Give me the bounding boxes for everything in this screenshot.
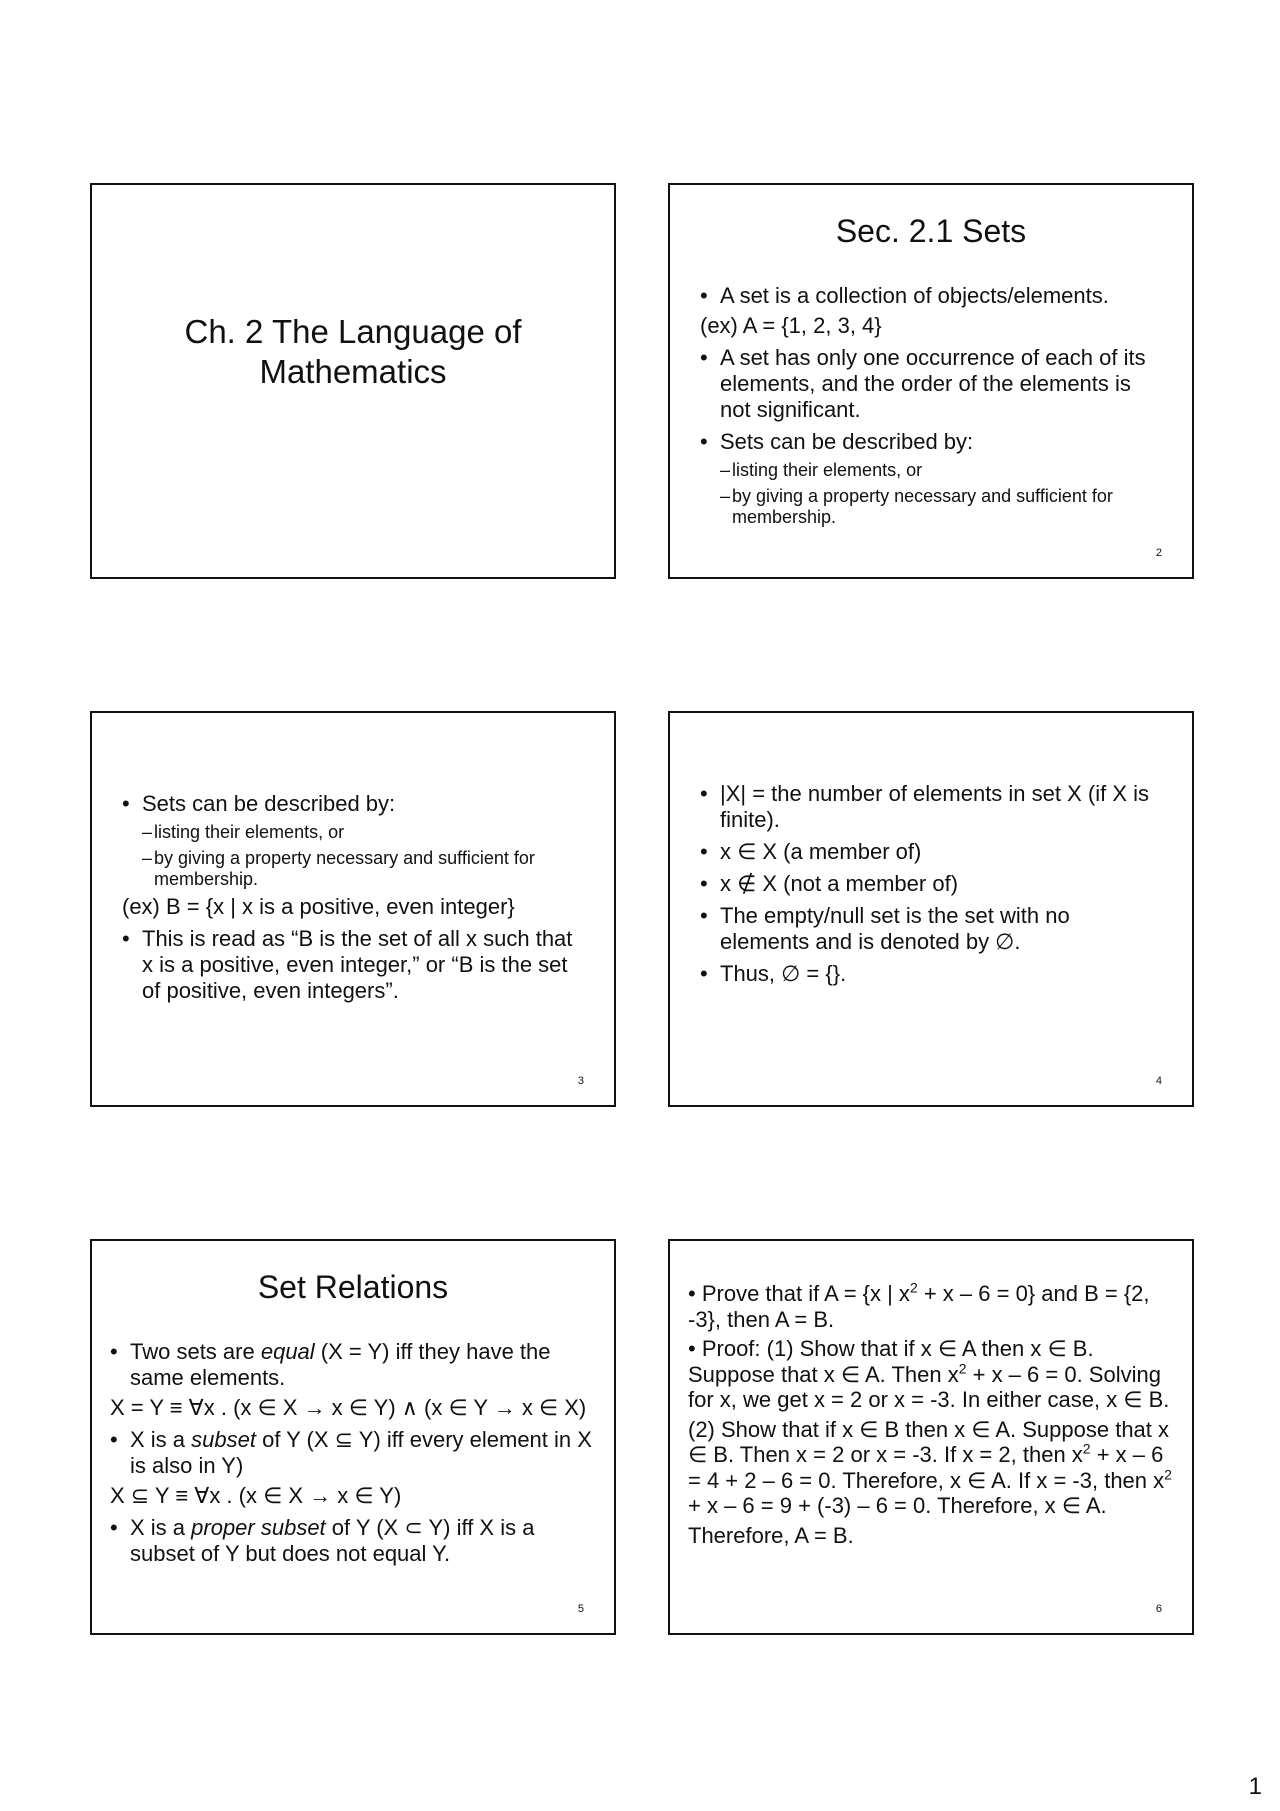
bullet-item: • X is a subset of Y (X ⊆ Y) iff every element in X is also in Y)	[110, 1427, 592, 1478]
sub-bullet-item: – listing their elements, or	[142, 822, 345, 842]
slide-number: 2	[1155, 547, 1162, 559]
slide-5-title: Set Relations	[257, 1269, 449, 1305]
proof-statement: • Prove that if A = {x | $x^2 + x - 6 = 0$} and B = {2, -3}, then A = B.	[688, 1279, 1150, 1332]
formula-equal: X = Y ≡ ∀x . (x ∈ X → x ∈ Y) ∧ (x ∈ Y → x ∈ X)	[110, 1395, 587, 1420]
slide-6	[668, 1239, 1194, 1635]
bullet-item: • X is a proper subset of Y (X ⊂ Y) iff X is a subset of Y but does not equal Y.	[110, 1515, 535, 1566]
bullet-item: • |X| = the number of elements in set X (if X is finite).	[700, 781, 1150, 832]
slide-number: 6	[1155, 1603, 1162, 1615]
bullet-item: • A set is a collection of objects/elements.	[700, 283, 1109, 308]
slide-number: 4	[1155, 1075, 1162, 1087]
bullet-item: • Sets can be described by:	[122, 791, 396, 816]
sub-bullet-item: – listing their elements, or	[720, 460, 923, 480]
bullet-item: • Two sets are equal (X = Y) iff they have the same elements.	[110, 1339, 551, 1390]
proof-part-2: (2) Show that if x ∈ B then x ∈ A. Suppose that x ∈ B. Then x = 2 or x = -3. If x = 2, then $x^2 + x - 6 = 4 + 2 - 6 = 0$. Therefore, x ∈ A. If x = -3, then $x^2 + x - 6 = 9 + (-3) - 6 = 0$. Therefore, x ∈ A.	[688, 1416, 1172, 1518]
bullet-item: • x ∈ X (a member of)	[700, 839, 922, 864]
page-number: 1	[1248, 1773, 1262, 1800]
slide-5	[90, 1239, 616, 1635]
proof-part-1: • Proof: (1) Show that if x ∈ A then x ∈ B. Suppose that x ∈ A. Then $x^2 + x - 6 = 0$. Solving for x, we get x = 2 or x = -3. In either case, x ∈ B.	[688, 1336, 1170, 1412]
slide-2	[668, 183, 1194, 579]
bullet-item: • The empty/null set is the set with no elements and is denoted by ∅.	[700, 903, 1070, 954]
proof-conclusion: Therefore, A = B.	[688, 1522, 854, 1548]
example-line: (ex) B = {x | x is a positive, even integer}	[122, 894, 515, 919]
slide-4	[668, 711, 1194, 1107]
example-line: (ex) A = {1, 2, 3, 4}	[700, 313, 882, 338]
formula-subset: X ⊆ Y ≡ ∀x . (x ∈ X → x ∈ Y)	[110, 1483, 402, 1508]
bullet-item: • Thus, ∅ = {}.	[700, 961, 847, 986]
bullet-item: • x ∉ X (not a member of)	[700, 871, 959, 896]
slide-1-title: Ch. 2 The Language of Mathematics	[184, 313, 522, 390]
slide-2-content	[700, 277, 1162, 528]
slide-4-content	[700, 775, 1162, 987]
bullet-item: • This is read as “B is the set of all x such that x is a positive, even integer,” or “B is the set of positive, even integers”.	[122, 926, 573, 1003]
bullet-item: • A set has only one occurrence of each of its elements, and the order of the elements is not significant.	[700, 345, 1146, 422]
sub-bullet-item: – by giving a property necessary and sufficient for membership.	[142, 848, 535, 889]
slide-5-content	[110, 1333, 596, 1567]
slide-number: 3	[577, 1075, 584, 1087]
slide-3-content	[122, 785, 584, 1004]
slide-3	[90, 711, 616, 1107]
slide-number: 5	[577, 1603, 584, 1615]
slide-1	[90, 183, 616, 579]
slide-2-title: Sec. 2.1 Sets	[835, 213, 1027, 249]
bullet-item: • Sets can be described by:	[700, 429, 974, 454]
slide-6-content	[688, 1277, 1174, 1548]
sub-bullet-item: – by giving a property necessary and sufficient for membership.	[720, 486, 1113, 527]
